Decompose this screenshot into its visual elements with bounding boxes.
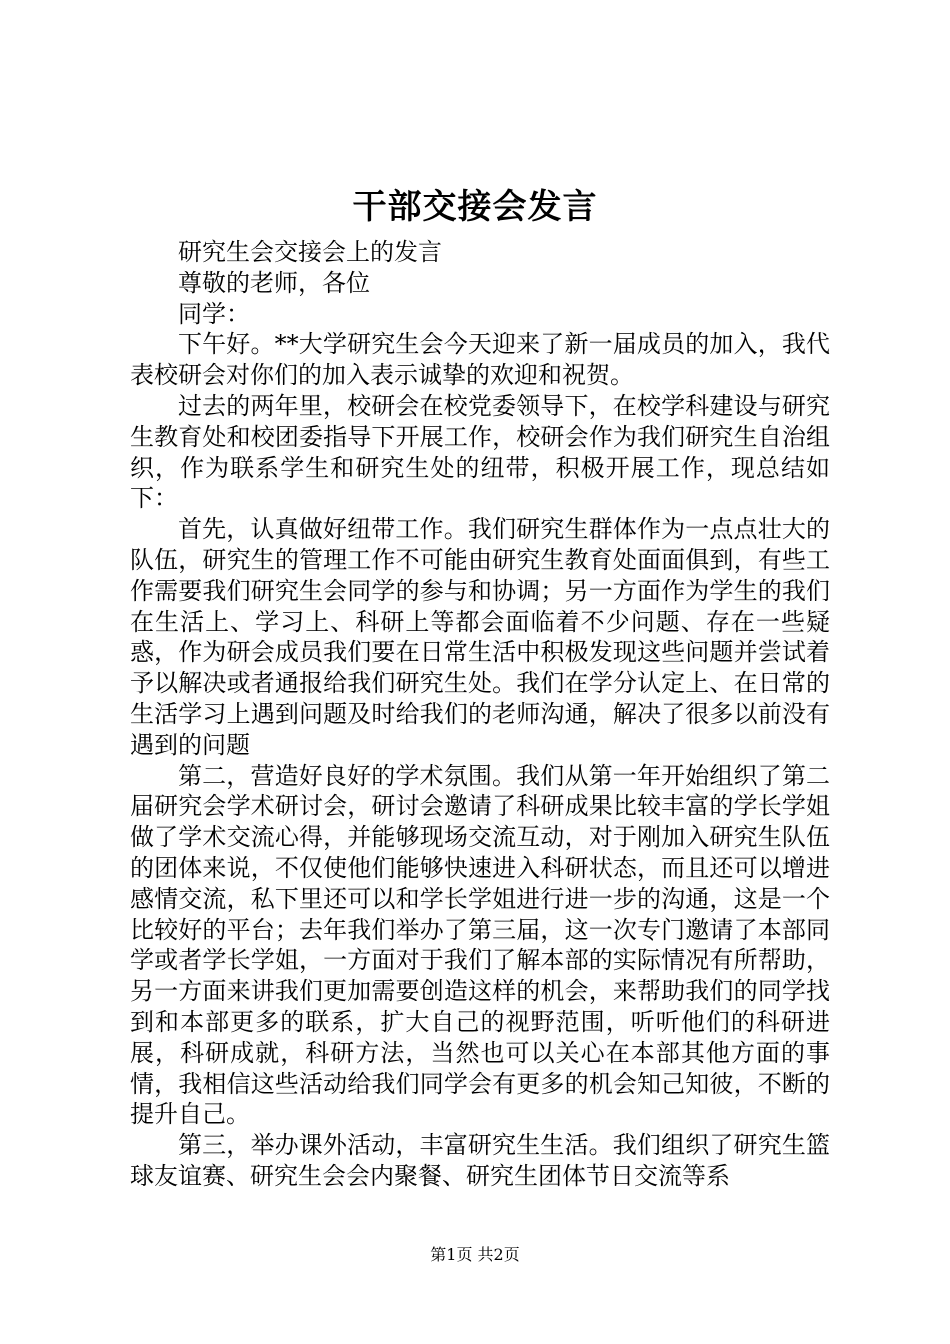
paragraph-salutation: 尊敬的老师，各位 xyxy=(178,268,370,297)
paragraph-first-point: 首先，认真做好纽带工作。我们研究生群体作为一点点壮大的队伍，研究生的管理工作不可能由研究生教育处面面俱到，有些工作需要我们研究生会同学的参与和协调；另一方面作为学生的我们在生活上、学习上、科研上等都会面临着不少问题、存在一些疑惑，作为研会成员我们要在日常生活中积极发现这些问题并尝试着予以解决或者通报给我们研究生处。我们在学分认定上、在日常的生活学习上遇到问题及时给我们的老师沟通，解决了很多以前没有遇到的问题 xyxy=(130,515,830,759)
paragraph-subtitle: 研究生会交接会上的发言 xyxy=(178,238,442,266)
paragraph-salutation-cont: 同学： xyxy=(178,299,250,328)
paragraph-summary-intro: 过去的两年里，校研会在校党委领导下，在校学科建设与研究生教育处和校团委指导下开展工作，校研会作为我们研究生自治组织，作为联系学生和研究生处的纽带，积极开展工作，现总结如下： xyxy=(130,391,830,513)
paragraph-third-point: 第三，举办课外活动，丰富研究生生活。我们组织了研究生篮球友谊赛、研究生会会内聚餐、研究生团体节日交流等系 xyxy=(130,1131,830,1190)
paragraph-greeting: 下午好。**大学研究生会今天迎来了新一届成员的加入，我代表校研会对你们的加入表示诚挚的欢迎和祝贺。 xyxy=(130,330,830,390)
document-title: 干部交接会发言 xyxy=(352,187,598,227)
document-body xyxy=(130,237,830,1192)
paragraph-second-point: 第二，营造好良好的学术氛围。我们从第一年开始组织了第二届研究会学术研讨会，研讨会邀请了科研成果比较丰富的学长学姐做了学术交流心得，并能够现场交流互动，对于刚加入研究生队伍的团体来说，不仅使他们能够快速进入科研状态，而且还可以增进感情交流，私下里还可以和学长学姐进行进一步的沟通，这是一个比较好的平台；去年我们举办了第三届，这一次专门邀请了本部同学或者学长学姐，一方面对于我们了解本部的实际情况有所帮助，另一方面来讲我们更加需要创造这样的机会，来帮助我们的同学找到和本部更多的联系，扩大自己的视野范围，听听他们的科研进展，科研成就，科研方法，当然也可以关心在本部其他方面的事情，我相信这些活动给我们同学会有更多的机会知己知彼，不断的提升自己。 xyxy=(130,761,830,1129)
page-footer: 第1页 共2页 xyxy=(430,1245,520,1264)
